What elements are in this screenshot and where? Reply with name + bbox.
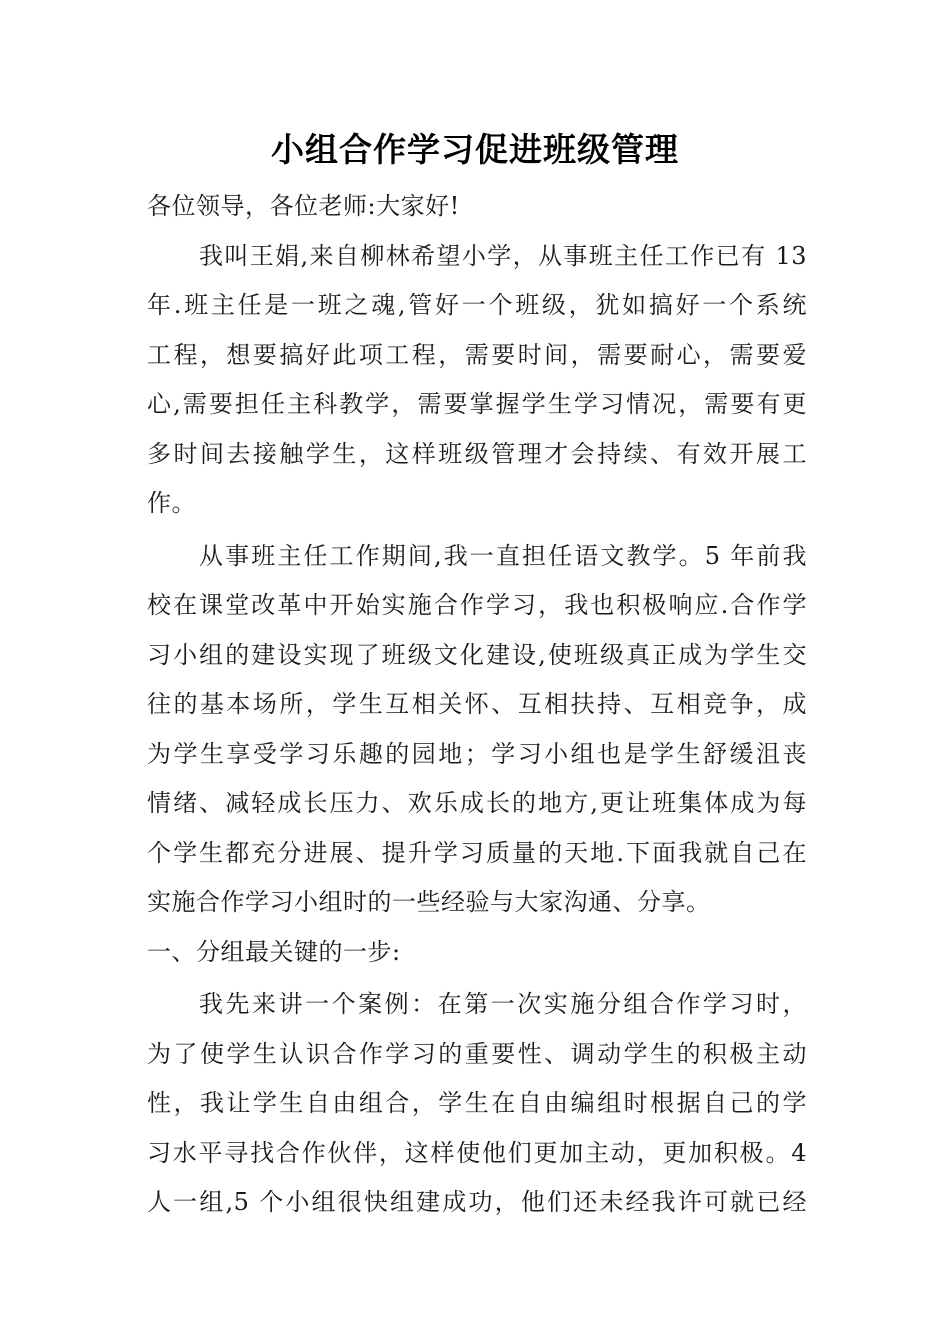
- paragraph-2-line-4: 往的基本场所，学生互相关怀、互相扶持、互相竞争，成: [147, 690, 807, 718]
- paragraph-3-line-2: 为了使学生认识合作学习的重要性、调动学生的积极主动: [147, 1039, 807, 1068]
- paragraph-2-line-8: 实施合作学习小组时的一些经验与大家沟通、分享。: [147, 888, 711, 916]
- greeting-line: 各位领导，各位老师:大家好!: [147, 192, 460, 220]
- paragraph-2-line-3: 习小组的建设实现了班级文化建设,使班级真正成为学生交: [147, 640, 807, 669]
- paragraph-1-line-2: 年.班主任是一班之魂,管好一个班级，犹如搞好一个系统: [147, 291, 807, 319]
- paragraph-2-line-6: 情绪、减轻成长压力、欢乐成长的地方,更让班集体成为每: [147, 789, 807, 817]
- document-title: 小组合作学习促进班级管理: [271, 130, 679, 169]
- paragraph-1-line-4: 心,需要担任主科教学，需要掌握学生学习情况，需要有更: [147, 390, 807, 418]
- paragraph-2-line-7: 个学生都充分进展、提升学习质量的天地.下面我就自己在: [147, 838, 807, 867]
- paragraph-1-line-1: 我叫王娟,来自柳林希望小学，从事班主任工作已有 13: [199, 241, 807, 270]
- section-1-heading: 一、分组最关键的一步:: [147, 937, 401, 966]
- paragraph-3-line-4: 习水平寻找合作伙伴，这样使他们更加主动，更加积极。4: [147, 1138, 807, 1167]
- paragraph-1-line-3: 工程，想要搞好此项工程，需要时间，需要耐心，需要爱: [147, 340, 807, 369]
- paragraph-2-line-2: 校在课堂改革中开始实施合作学习，我也积极响应.合作学: [147, 591, 807, 619]
- paragraph-2-line-5: 为学生享受学习乐趣的园地；学习小组也是学生舒缓沮丧: [147, 739, 807, 768]
- paragraph-3-line-1: 我先来讲一个案例：在第一次实施分组合作学习时，: [199, 990, 807, 1018]
- paragraph-2-line-1: 从事班主任工作期间,我一直担任语文教学。5 年前我: [199, 541, 807, 570]
- paragraph-1-line-5: 多时间去接触学生，这样班级管理才会持续、有效开展工: [147, 439, 807, 468]
- paragraph-3-line-5: 人一组,5 个小组很快组建成功，他们还未经我许可就已经: [147, 1188, 807, 1216]
- paragraph-3-line-3: 性，我让学生自由组合，学生在自由编组时根据自己的学: [147, 1089, 807, 1117]
- paragraph-1-line-6: 作。: [147, 489, 196, 517]
- document-body: [147, 182, 807, 1228]
